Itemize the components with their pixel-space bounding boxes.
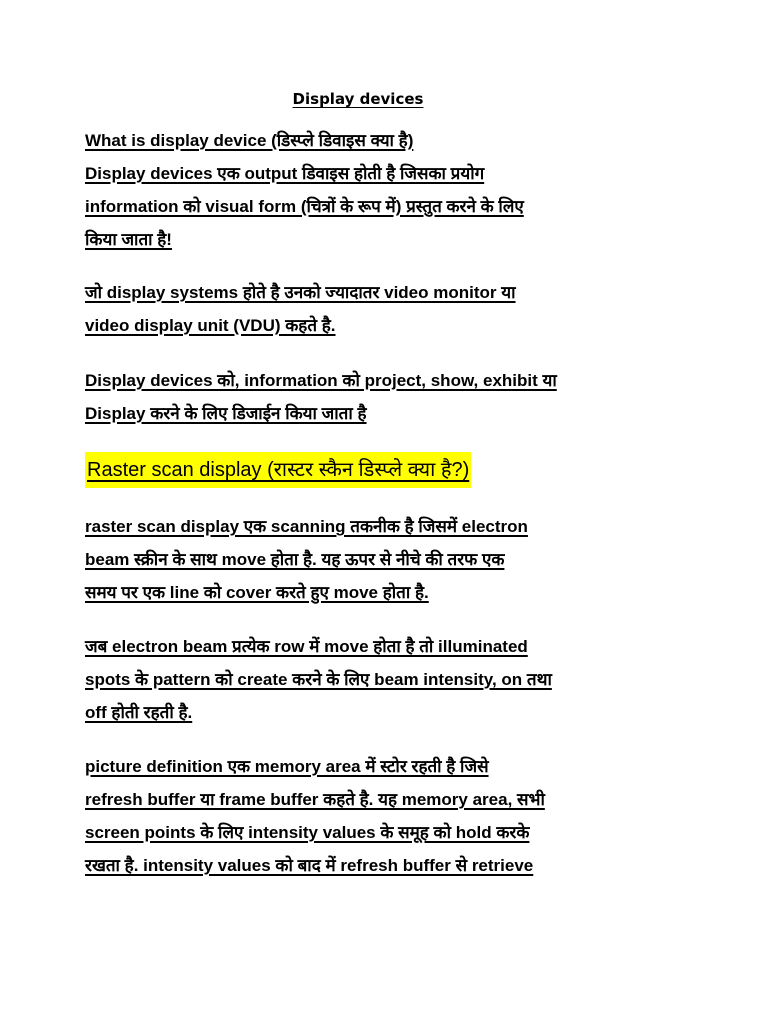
vdu-paragraph bbox=[85, 276, 645, 342]
text-line: किया जाता है! bbox=[85, 230, 172, 249]
text-line: Display devices एक output डिवाइस होती है जिसका प्रयोग bbox=[85, 164, 485, 183]
project-paragraph bbox=[85, 364, 645, 430]
intro-paragraph bbox=[85, 124, 645, 256]
text-line: off होती रहती है. bbox=[85, 703, 193, 722]
text-line: beam स्क्रीन के साथ move होता है. यह ऊपर से नीचे की तरफ एक bbox=[85, 550, 505, 569]
text-line: समय पर एक line को cover करते हुए move होता है. bbox=[85, 583, 429, 602]
text-line: जो display systems होते है उनको ज्यादातर video monitor या bbox=[85, 283, 516, 302]
text-line: What is display device (डिस्प्ले डिवाइस क्या है) bbox=[85, 131, 414, 150]
section-heading-raster-scan: Raster scan display (रास्टर स्कैन डिस्प्ले क्या है?) bbox=[85, 452, 471, 488]
raster-paragraph bbox=[85, 510, 645, 609]
text-line: spots के pattern को create करने के लिए beam intensity, on तथा bbox=[85, 670, 552, 689]
buffer-paragraph bbox=[85, 750, 645, 882]
text-line: Display devices को, information को project, show, exhibit या bbox=[85, 371, 557, 390]
text-line: picture definition एक memory area में स्टोर रहती है जिसे bbox=[85, 757, 489, 776]
document-title: Display devices bbox=[292, 90, 424, 108]
beam-paragraph bbox=[85, 630, 645, 729]
text-line: रखता है. intensity values को बाद में refresh buffer से retrieve bbox=[85, 856, 534, 875]
text-line: Display करने के लिए डिजाईन किया जाता है bbox=[85, 404, 367, 423]
text-line: जब electron beam प्रत्येक row में move होता है तो illuminated bbox=[85, 637, 528, 656]
text-line: refresh buffer या frame buffer कहते है. यह memory area, सभी bbox=[85, 790, 545, 809]
text-line: raster scan display एक scanning तकनीक है जिसमें electron bbox=[85, 517, 528, 536]
text-line: screen points के लिए intensity values के समूह को hold करके bbox=[85, 823, 530, 842]
text-line: information को visual form (चित्रों के रूप में) प्रस्तुत करने के लिए bbox=[85, 197, 524, 216]
text-line: video display unit (VDU) कहते है. bbox=[85, 316, 336, 335]
